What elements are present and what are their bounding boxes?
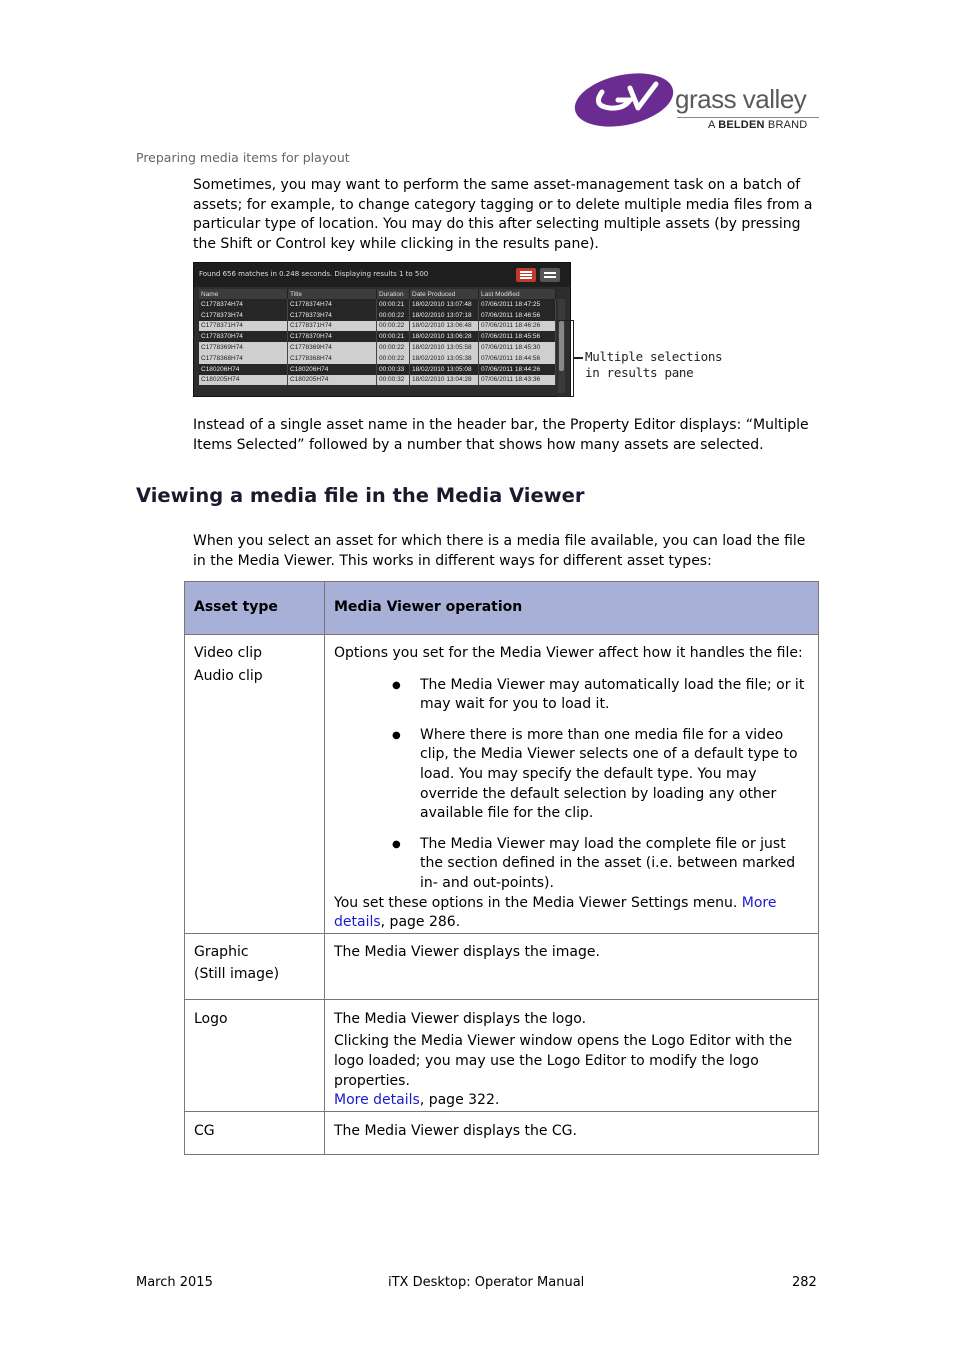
table-header-row	[185, 582, 819, 635]
table-row[interactable]	[199, 353, 556, 364]
cell-duration: 00:00:22	[377, 321, 410, 332]
cell-modified: 07/06/2011 18:46:56	[479, 310, 556, 321]
section-heading: Viewing a media file in the Media Viewer	[136, 484, 585, 507]
cell-name: C180205H74	[199, 375, 288, 386]
running-head: Preparing media items for playout	[136, 150, 350, 165]
list-item: ● The Media Viewer may load the complete file or just the section defined in the asset (i.e. between marked in- and out-points).	[334, 835, 809, 894]
cell-title: C180206H74	[288, 364, 377, 375]
cell-title: C1778370H74	[288, 331, 377, 342]
asset-type-cell: Video clip Audio clip	[185, 635, 325, 934]
cell-name: C180206H74	[199, 364, 288, 375]
section-intro: When you select an asset for which there is a media file available, you can load the file in the Media Viewer. This works in different ways for different asset types:	[193, 533, 806, 569]
cell-modified: 07/06/2011 18:45:30	[479, 342, 556, 353]
selection-bracket	[557, 320, 574, 397]
table-row[interactable]	[199, 342, 556, 353]
cell-title: C180205H74	[288, 375, 377, 386]
cell-modified: 07/06/2011 18:44:56	[479, 353, 556, 364]
list-item: ● Where there is more than one media file for a video clip, the Media Viewer selects one of a default type to load. You may specify the default type. You may override the default selection by loading any other available file for the clip.	[334, 726, 809, 824]
intro-paragraph: Sometimes, you may want to perform the same asset-management task on a batch of assets; for example, to change category tagging or to delete multiple media files from a particular type of location. You may do this after selecting multiple assets (by pressing the Shift or Control key while clicking in the results pane).	[193, 177, 813, 252]
brand-subline: A BELDEN BRAND	[708, 119, 808, 131]
cell-produced: 18/02/2010 13:07:18	[410, 310, 479, 321]
table-row[interactable]	[199, 310, 556, 321]
cell-duration: 00:00:33	[377, 364, 410, 375]
col-duration: Duration	[377, 289, 410, 299]
callout-pointer	[574, 357, 583, 359]
table-row	[185, 1111, 819, 1154]
operation-cell: The Media Viewer displays the logo. Clicking the Media Viewer window opens the Logo Editor with the logo loaded; you may use the Logo Editor to modify the logo properties. More details, page 322.	[325, 999, 819, 1111]
cell-modified: 07/06/2011 18:44:26	[479, 364, 556, 375]
cell-modified: 07/06/2011 18:45:56	[479, 331, 556, 342]
col-title: Title	[288, 289, 377, 299]
cell-title: C1778369H74	[288, 342, 377, 353]
asset-type-cell: Graphic (Still image)	[185, 933, 325, 999]
operation-cell: The Media Viewer displays the image.	[325, 933, 819, 999]
cell-name: C1778373H74	[199, 310, 288, 321]
media-viewer-operations-table	[184, 581, 819, 1155]
cell-produced: 18/02/2010 13:07:48	[410, 299, 479, 310]
cell-name: C1778368H74	[199, 353, 288, 364]
asset-type-cell: Logo	[185, 999, 325, 1111]
more-details-link[interactable]: More details	[334, 894, 777, 931]
operation-cell: Options you set for the Media Viewer affect how it handles the file: ● The Media Viewer may automatically load the file; or it may wait for you to load it. ● Where there is more than one media file for a video clip, the Media Viewer selects one of a default type to load. You may specify the default type. You may override the default selection by loading any other available file for the clip. ● The Media Viewer may load the complete file or just the section defined in the asset (i.e. between marked in- and out-points). You set these options in the Media Viewer Settings menu. More details, page 286.	[325, 635, 819, 934]
cell-modified: 07/06/2011 18:47:25	[479, 299, 556, 310]
cell-title: C1778373H74	[288, 310, 377, 321]
cell-produced: 18/02/2010 13:06:28	[410, 331, 479, 342]
cell-produced: 18/02/2010 13:05:58	[410, 342, 479, 353]
cell-duration: 00:00:21	[377, 299, 410, 310]
col-date-produced: Date Produced	[410, 289, 479, 299]
table-row	[185, 999, 819, 1111]
cell-name: C1778371H74	[199, 321, 288, 332]
cell-produced: 18/02/2010 13:04:28	[410, 375, 479, 386]
table-row[interactable]	[199, 375, 556, 386]
cell-produced: 18/02/2010 13:06:48	[410, 321, 479, 332]
table-row[interactable]	[199, 364, 556, 375]
col-last-modified: Last Modified	[479, 289, 556, 299]
results-status: Found 656 matches in 0.248 seconds. Displaying results 1 to 500	[199, 270, 429, 278]
more-details-link[interactable]: More details	[334, 1092, 420, 1109]
cell-name: C1778370H74	[199, 331, 288, 342]
header-asset-type: Asset type	[185, 582, 325, 635]
cell-produced: 18/02/2010 13:05:38	[410, 353, 479, 364]
header-operation: Media Viewer operation	[325, 582, 819, 635]
footer-page-number: 282	[792, 1275, 817, 1290]
table-row[interactable]	[199, 321, 556, 332]
table-row	[185, 635, 819, 934]
results-header	[194, 263, 570, 287]
cell-modified: 07/06/2011 18:46:26	[479, 321, 556, 332]
cell-duration: 00:00:32	[377, 375, 410, 386]
list-item: ● The Media Viewer may automatically load the file; or it may wait for you to load it.	[334, 676, 809, 715]
grid-view-icon	[540, 268, 560, 282]
table-row	[185, 933, 819, 999]
operation-cell: The Media Viewer displays the CG.	[325, 1111, 819, 1154]
cell-duration: 00:00:22	[377, 342, 410, 353]
options-list	[334, 676, 809, 894]
footer-title: iTX Desktop: Operator Manual	[388, 1275, 585, 1290]
cell-produced: 18/02/2010 13:05:08	[410, 364, 479, 375]
list-view-icon	[516, 268, 536, 282]
brand-divider	[677, 117, 819, 118]
footer-date: March 2015	[136, 1275, 213, 1290]
table-row[interactable]	[199, 299, 556, 310]
cell-modified: 07/06/2011 18:43:36	[479, 375, 556, 386]
col-name: Name	[199, 289, 288, 299]
callout-text: Multiple selections in results pane	[585, 349, 723, 380]
results-pane-screenshot	[193, 262, 571, 397]
cell-title: C1778374H74	[288, 299, 377, 310]
asset-type-cell: CG	[185, 1111, 325, 1154]
cell-duration: 00:00:22	[377, 353, 410, 364]
cell-duration: 00:00:21	[377, 331, 410, 342]
cell-duration: 00:00:22	[377, 310, 410, 321]
cell-name: C1778374H74	[199, 299, 288, 310]
cell-title: C1778368H74	[288, 353, 377, 364]
cell-name: C1778369H74	[199, 342, 288, 353]
after-shot-paragraph: Instead of a single asset name in the header bar, the Property Editor displays: “Multiple Items Selected” followed by a number that shows how many assets are selected.	[193, 417, 809, 453]
brand-name: grass valley	[675, 84, 807, 114]
table-row[interactable]	[199, 331, 556, 342]
cell-title: C1778371H74	[288, 321, 377, 332]
results-table	[199, 289, 556, 385]
